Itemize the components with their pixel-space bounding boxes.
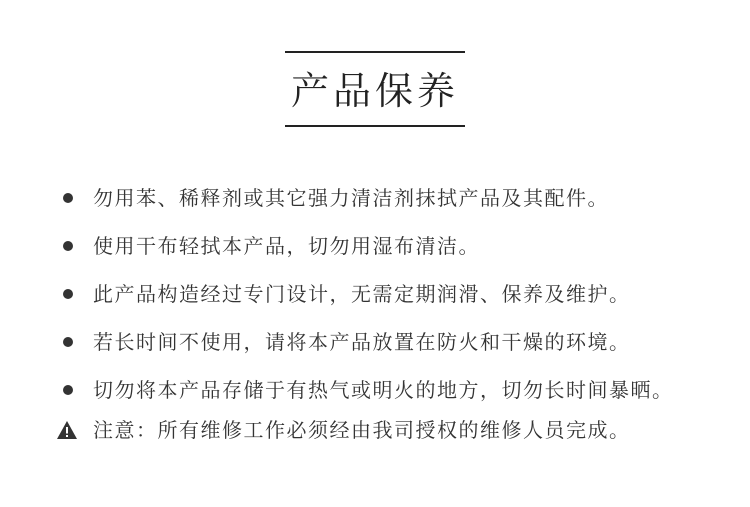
bullet-icon <box>63 385 73 395</box>
list-item <box>0 180 750 228</box>
bullet-icon <box>63 289 73 299</box>
bullet-icon <box>63 337 73 347</box>
bullet-icon <box>63 241 73 251</box>
warning-note-text: 注意：所有维修工作必须经由我司授权的维修人员完成。 <box>93 418 631 442</box>
list-item <box>0 324 750 372</box>
warning-icon <box>56 420 78 440</box>
care-instructions-list <box>0 180 750 420</box>
list-item <box>0 276 750 324</box>
title-container <box>0 51 750 127</box>
list-item <box>0 228 750 276</box>
warning-note <box>0 412 750 448</box>
list-item-text: 使用干布轻拭本产品，切勿用湿布清洁。 <box>93 234 480 258</box>
list-item-text: 勿用苯、稀释剂或其它强力清洁剂抹拭产品及其配件。 <box>93 186 609 210</box>
bullet-icon <box>63 193 73 203</box>
list-item-text: 切勿将本产品存储于有热气或明火的地方，切勿长时间暴晒。 <box>93 378 674 402</box>
page-title: 产品保养 <box>285 51 465 127</box>
list-item-text: 此产品构造经过专门设计，无需定期润滑、保养及维护。 <box>93 282 631 306</box>
list-item-text: 若长时间不使用，请将本产品放置在防火和干燥的环境。 <box>93 330 631 354</box>
